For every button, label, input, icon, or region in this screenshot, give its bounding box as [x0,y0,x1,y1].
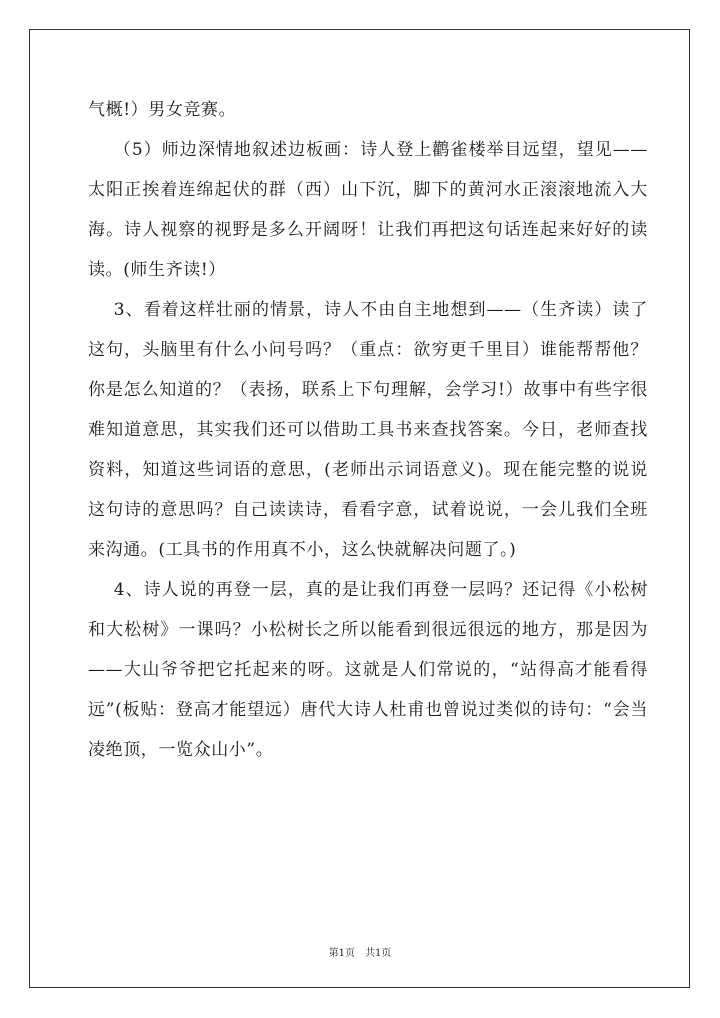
paragraph-step-4: 4、诗人说的再登一层，真的是让我们再登一层吗？还记得《小松树和大松树》一课吗？小松树长之所以能看到很远很远的地方，那是因为——大山爷爷把它托起来的呀。这就是人们常说的，“站得高才能看得远”(板贴：登高才能望远）唐代大诗人杜甫也曾说过类似的诗句：“会当凌绝顶，一览众山小”。 [88,580,648,760]
document-body [88,90,648,770]
paragraph-step-3: 3、看着这样壮丽的情景，诗人不由自主地想到——（生齐读）读了这句，头脑里有什么小问号吗？（重点：欲穷更千里目）谁能帮帮他？你是怎么知道的？（表扬，联系上下句理解，会学习!）故事中有些字很难知道意思，其实我们还可以借助工具书来查找答案。今日，老师查找资料，知道这些词语的意思，(老师出示词语意义)。现在能完整的说说这句诗的意思吗？自己读读诗，看看字意，试着说说，一会儿我们全班来沟通。(工具书的作用真不小，这么快就解决问题了。) [88,300,648,560]
paragraph-continuation: 气概!）男女竞赛。 [88,100,237,120]
page-footer: 第1页 共1页 [328,948,392,959]
paragraph-step-5: （5）师边深情地叙述边板画：诗人登上鹳雀楼举目远望，望见——太阳正挨着连绵起伏的群（西）山下沉，脚下的黄河水正滚滚地流入大海。诗人视察的视野是多么开阔呀！让我们再把这句话连起来好好的读读。(师生齐读!） [88,140,648,280]
